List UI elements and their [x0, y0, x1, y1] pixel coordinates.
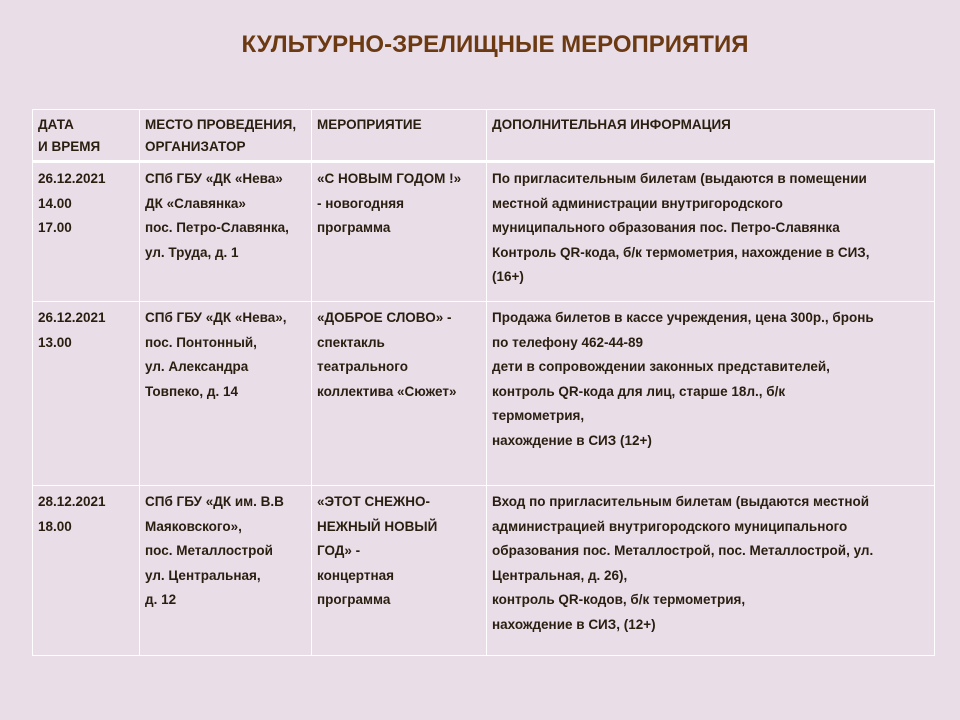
table-header-row	[33, 110, 935, 162]
cell-place	[140, 486, 312, 656]
event-line: «ЭТОТ СНЕЖНО-	[317, 494, 430, 509]
place-line: Маяковского»,	[145, 518, 242, 534]
header-event	[312, 110, 487, 162]
cell-event	[312, 302, 487, 486]
info-line: местной администрации внутригородского	[492, 195, 783, 211]
header-info	[487, 110, 935, 162]
cell-info	[487, 486, 935, 656]
event-line: коллектива «Сюжет»	[317, 383, 457, 399]
table-row	[33, 162, 935, 302]
place-line: Товпеко, д. 14	[145, 383, 239, 399]
event-line: - новогодняя	[317, 195, 405, 211]
event-line: «ДОБРОЕ СЛОВО» -	[317, 310, 452, 325]
event-line: ГОД» -	[317, 543, 361, 558]
place-line: ул. Труда, д. 1	[145, 244, 239, 260]
header-date-line: ДАТА	[38, 117, 74, 132]
header-date-line: И ВРЕМЯ	[38, 139, 101, 154]
cell-place	[140, 302, 312, 486]
info-line: По пригласительным билетам (выдаются в помещении	[492, 171, 867, 186]
cell-event	[312, 162, 487, 302]
cell-date	[33, 302, 140, 486]
place-line: ул. Центральная,	[145, 567, 261, 583]
date-line: 26.12.2021	[38, 310, 106, 325]
event-line: спектакль	[317, 334, 385, 350]
info-line: нахождение в СИЗ (12+)	[492, 432, 652, 448]
info-line: нахождение в СИЗ, (12+)	[492, 616, 656, 632]
info-line: образования пос. Металлострой, пос. Металлострой, ул.	[492, 543, 874, 558]
table-row	[33, 486, 935, 656]
info-line: Вход по пригласительным билетам (выдаются местной	[492, 494, 870, 509]
header-event-line: МЕРОПРИЯТИЕ	[317, 117, 422, 132]
header-info-line: ДОПОЛНИТЕЛЬНАЯ ИНФОРМАЦИЯ	[492, 117, 731, 132]
info-line: контроль QR-кодов, б/к термометрия,	[492, 592, 746, 607]
info-line: дети в сопровождении законных представителей,	[492, 359, 830, 374]
header-date	[33, 110, 140, 162]
info-line: по телефону 462-44-89	[492, 334, 644, 350]
cell-event	[312, 486, 487, 656]
cell-place	[140, 162, 312, 302]
header-place	[140, 110, 312, 162]
table-row	[33, 302, 935, 486]
time-line: 18.00	[38, 518, 72, 534]
time-line: 17.00	[38, 220, 72, 235]
event-line: программа	[317, 220, 391, 235]
info-line: Центральная, д. 26),	[492, 567, 628, 583]
info-line: термометрия,	[492, 408, 585, 423]
place-line: СПб ГБУ «ДК «Нева»,	[145, 310, 287, 325]
cell-date	[33, 486, 140, 656]
date-line: 26.12.2021	[38, 171, 106, 186]
place-line: д. 12	[145, 592, 177, 607]
time-line: 14.00	[38, 195, 72, 211]
header-place-line: ОРГАНИЗАТОР	[145, 139, 246, 154]
place-line: пос. Понтонный,	[145, 334, 257, 350]
cell-date	[33, 162, 140, 302]
place-line: СПб ГБУ «ДК им. В.В	[145, 494, 284, 509]
info-line: Продажа билетов в кассе учреждения, цена 300р., бронь	[492, 310, 874, 325]
info-line: (16+)	[492, 269, 524, 284]
cell-info	[487, 302, 935, 486]
place-line: пос. Металлострой	[145, 543, 273, 558]
place-line: ДК «Славянка»	[145, 195, 246, 211]
event-line: театрального	[317, 359, 408, 374]
date-line: 28.12.2021	[38, 494, 106, 509]
place-line: пос. Петро-Славянка,	[145, 220, 289, 235]
info-line: муниципального образования пос. Петро-Славянка	[492, 220, 840, 235]
time-line: 13.00	[38, 334, 72, 350]
header-place-line: МЕСТО ПРОВЕДЕНИЯ,	[145, 117, 297, 132]
place-line: СПб ГБУ «ДК «Нева»	[145, 171, 283, 186]
page-title: КУЛЬТУРНО-ЗРЕЛИЩНЫЕ МЕРОПРИЯТИЯ	[241, 31, 749, 58]
event-line: НЕЖНЫЙ НОВЫЙ	[317, 518, 438, 534]
event-line: концертная	[317, 567, 395, 583]
event-line: программа	[317, 592, 391, 607]
cell-info	[487, 162, 935, 302]
event-line: «С НОВЫМ ГОДОМ !»	[317, 171, 462, 186]
place-line: ул. Александра	[145, 359, 249, 374]
info-line: администрацией внутригородского муниципального	[492, 518, 848, 534]
info-line: Контроль QR-кода, б/к термометрия, нахождение в СИЗ,	[492, 244, 870, 260]
info-line: контроль QR-кода для лиц, старше 18л., б/к	[492, 383, 786, 399]
events-table	[32, 109, 935, 656]
